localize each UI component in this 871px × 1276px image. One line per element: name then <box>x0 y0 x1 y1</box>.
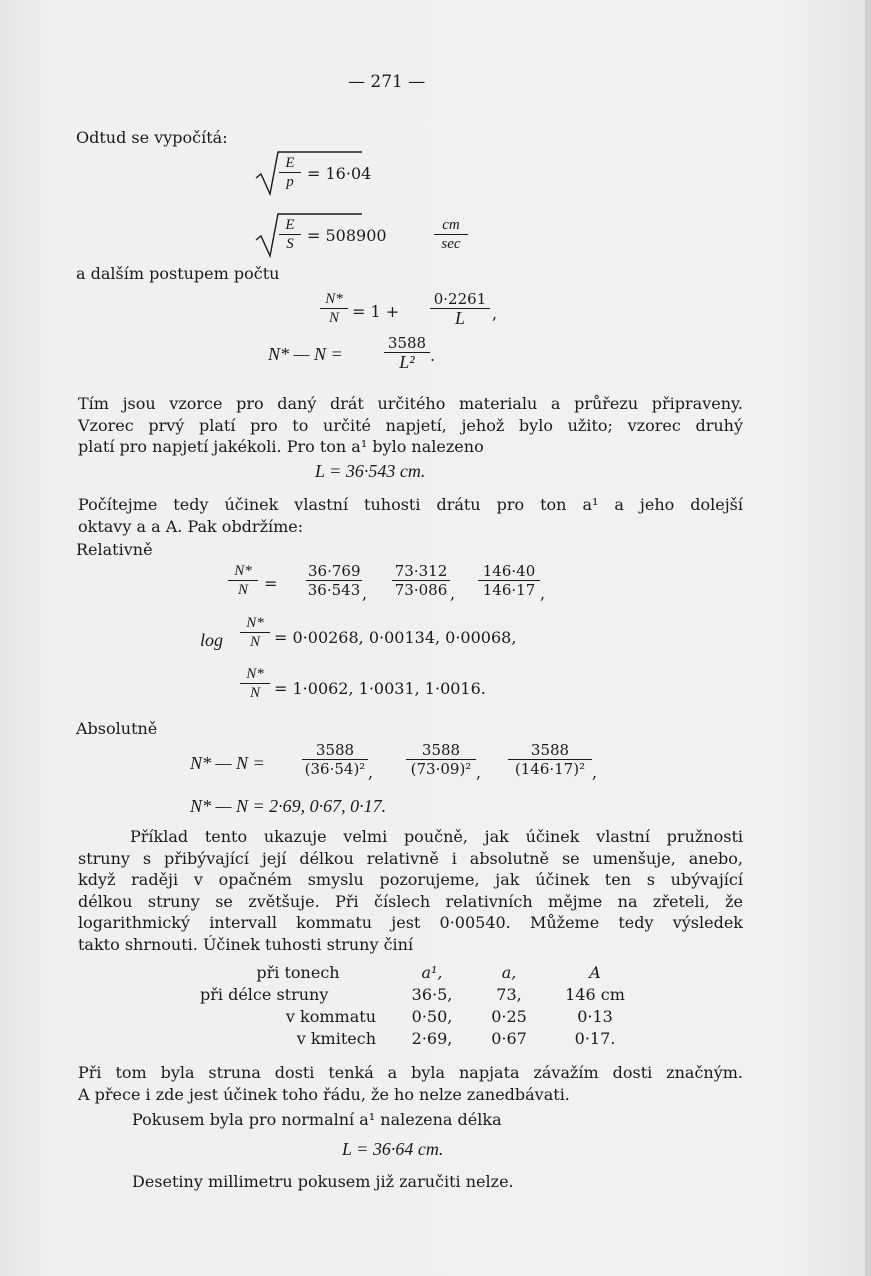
table-cell: 146 cm <box>565 985 625 1004</box>
table-cell: a¹, <box>421 963 443 982</box>
table-cell: 0·50, <box>411 1007 453 1026</box>
table-cell: 0·67 <box>491 1029 527 1048</box>
frac-num: 3588 <box>302 741 368 760</box>
paragraph-3 <box>78 826 743 955</box>
text-line: logarithmický intervall kommatu jest 0·00540. Můžeme tedy výsledek <box>78 913 743 932</box>
absolutne-label: Absolutně <box>76 719 158 738</box>
frac-den: (146·17)² <box>514 760 586 778</box>
frac-num: 3588 <box>384 334 430 353</box>
table-cell: a, <box>501 963 517 982</box>
rel-fraction-3 <box>478 562 540 599</box>
comma: , <box>362 584 368 603</box>
comma: , <box>592 763 598 782</box>
frac-num: 73·312 <box>392 562 450 581</box>
frac-den: (36·54)² <box>304 760 366 778</box>
text-line: platí pro napjetí jakékoli. Pro ton a¹ bylo nalezeno <box>78 437 484 456</box>
frac-den: p <box>286 174 294 190</box>
text-line: takto shrnouti. Účinek tuhosti struny činí <box>78 934 414 954</box>
frac-num: 146·40 <box>478 562 540 581</box>
frac-num: E <box>279 154 301 173</box>
frac-num: E <box>279 216 301 235</box>
ratio-values: = 1·0062, 1·0031, 1·0016. <box>274 679 486 698</box>
fraction-e-s <box>279 216 301 253</box>
comma: , <box>476 763 482 782</box>
text-line: Příklad tento ukazuje velmi poučně, jak účinek vlastní pružnosti <box>130 827 743 846</box>
frac-den: 36·543 <box>307 581 361 599</box>
unit-fraction <box>434 216 468 253</box>
frac-num: 3588 <box>406 741 476 760</box>
text-line: délkou struny se zvětšuje. Při číslech relativních mějme na zřeteli, že <box>78 891 743 911</box>
text-line: Počítejme tedy účinek vlastní tuhosti drátu pro ton a¹ a jeho dolejší <box>78 495 743 514</box>
relativne-label: Relativně <box>76 540 153 559</box>
table-row <box>200 1028 640 1050</box>
diff-lhs: N* — N = <box>268 344 343 364</box>
comma: , <box>450 584 456 603</box>
rel-lhs <box>228 562 258 599</box>
table-cell: při tonech <box>256 963 340 982</box>
table-row <box>200 1006 640 1028</box>
table-cell: při délce struny <box>200 985 329 1004</box>
abs-result: N* — N = 2·69, 0·67, 0·17. <box>190 796 387 816</box>
text-line: Vzorec prvý platí pro to určité napjetí, jehož bylo užito; vzorec druhý <box>78 415 743 435</box>
rel-fraction-2 <box>392 562 450 599</box>
text-line: Tím jsou vzorce pro daný drát určitého materialu a průřezu připraveny. <box>78 394 743 413</box>
table-cell: v kommatu <box>285 1007 376 1026</box>
summary-table <box>200 962 640 1050</box>
frac-den: L² <box>399 352 415 372</box>
frac-num: N* <box>240 614 270 633</box>
frac-den: N <box>237 582 248 598</box>
comma: , <box>368 763 374 782</box>
abs-fraction-2 <box>406 741 476 778</box>
equals-sign: = <box>264 574 278 593</box>
text-line: oktavy a a A. Pak obdržíme: <box>78 516 304 536</box>
diff-tail: . <box>430 346 436 365</box>
sqrt-e-s-value: = 508900 <box>307 226 387 245</box>
ratio-mid: = 1 + <box>352 302 400 321</box>
ratio-fraction <box>240 665 270 702</box>
paragraph-6: Desetiny millimetru pokusem již zaručiti nelze. <box>132 1172 514 1191</box>
log-label: log <box>200 630 224 650</box>
frac-num: 36·769 <box>308 562 361 580</box>
log-values: = 0·00268, 0·00134, 0·00068, <box>274 628 517 647</box>
abs-fraction-1 <box>302 741 368 778</box>
unit-num: cm <box>434 216 468 235</box>
fraction-e-p <box>279 154 301 191</box>
table-cell: 0·13 <box>577 1007 613 1026</box>
text-line: když raději v opačném smyslu pozorujeme, jak účinek ten s ubývající <box>78 870 743 889</box>
ratio-lhs <box>320 290 348 327</box>
abs-lhs: N* — N = <box>190 753 265 773</box>
log-fraction <box>240 614 270 651</box>
frac-den: (73·09)² <box>410 760 472 778</box>
length-equation-1: L = 36·543 cm. <box>315 461 426 481</box>
frac-den: N <box>249 685 260 701</box>
paragraph-2 <box>78 494 743 537</box>
table-row <box>200 962 640 984</box>
table-cell: 0·25 <box>491 1007 527 1026</box>
frac-den: S <box>286 236 294 252</box>
table-cell: 73, <box>496 985 522 1004</box>
dalsim-text: a dalším postupem počtu <box>76 264 280 283</box>
paragraph-4 <box>78 1062 743 1105</box>
frac-den: 73·086 <box>394 581 448 599</box>
page-number: — 271 — <box>348 72 426 92</box>
text-line: struny s přibývající její délkou relativně i absolutně se umenšuje, anebo, <box>78 848 743 868</box>
table-row <box>200 984 640 1006</box>
rel-fraction-1 <box>306 562 362 599</box>
text-line: Při tom byla struna dosti tenká a byla napjata závažím dosti značným. <box>78 1063 743 1082</box>
text-line: A přece i zde jest účinek toho řádu, že ho nelze zanedbávati. <box>78 1084 570 1104</box>
table-cell: 0·17. <box>574 1029 616 1048</box>
frac-num: 3588 <box>508 741 592 760</box>
diff-rhs <box>384 334 430 371</box>
ratio-rhs <box>430 290 490 327</box>
frac-den: L <box>454 308 465 328</box>
comma: , <box>540 584 546 603</box>
frac-den: N <box>328 310 339 326</box>
table-cell: 2·69, <box>411 1029 453 1048</box>
abs-fraction-3 <box>508 741 592 778</box>
length-equation-2: L = 36·64 cm. <box>342 1139 444 1159</box>
intro-text: Odtud se vypočítá: <box>76 128 228 147</box>
frac-num: N* <box>228 562 258 581</box>
ratio-tail: , <box>492 304 498 323</box>
paragraph-1 <box>78 393 743 458</box>
frac-den: 146·17 <box>482 581 536 599</box>
frac-den: N <box>249 634 260 650</box>
table-cell: 36·5, <box>411 985 453 1004</box>
page-edge <box>865 0 871 1276</box>
table-cell: A <box>589 963 601 982</box>
frac-num: N* <box>320 290 348 309</box>
table-cell: v kmitech <box>296 1029 376 1048</box>
sqrt-e-p-value: = 16·04 <box>307 164 372 183</box>
paragraph-5: Pokusem byla pro normalní a¹ nalezena délka <box>132 1110 502 1129</box>
frac-num: 0·2261 <box>430 290 490 309</box>
frac-num: N* <box>240 665 270 684</box>
unit-den: sec <box>441 236 461 252</box>
